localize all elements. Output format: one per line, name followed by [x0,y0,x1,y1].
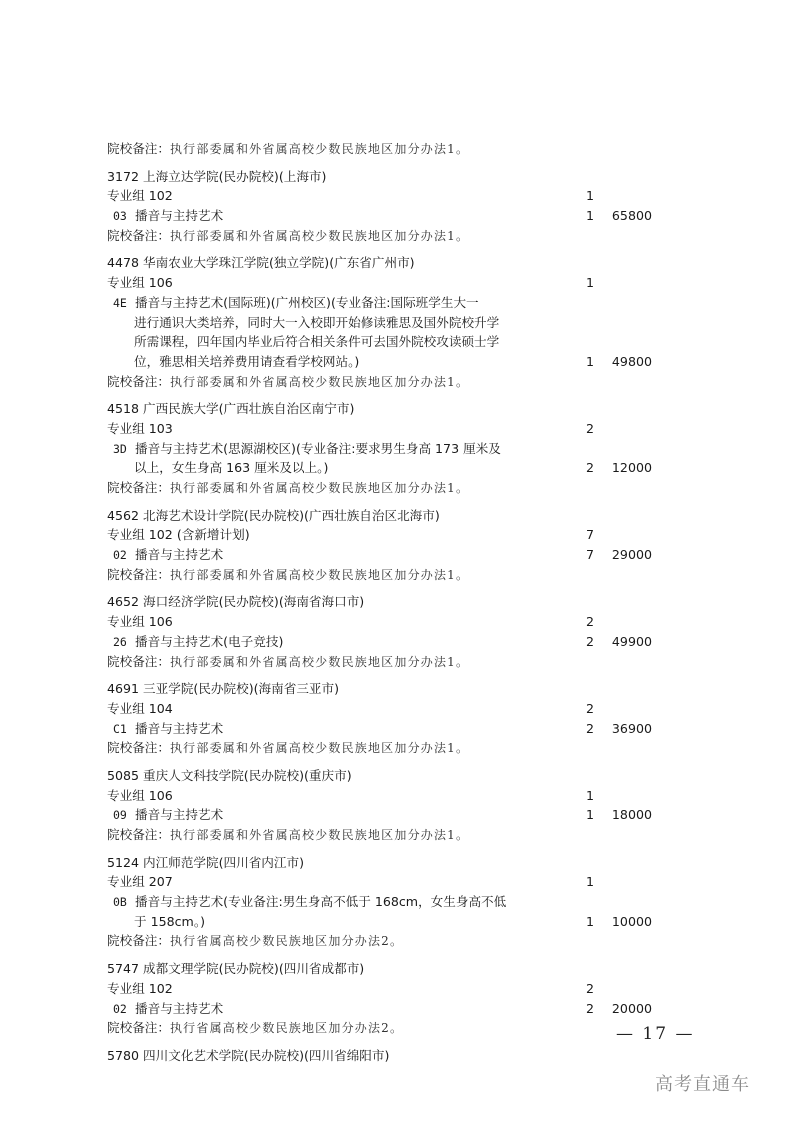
major-code: 03 [113,209,127,224]
major-row-continued [107,332,652,352]
group-plan-count: 7 [586,527,595,543]
major-name: 播音与主持艺术 [135,1000,224,1016]
major-group-label: 专业组 106 [107,614,173,630]
major-name-continued: 进行通识大类培养，同时大一入校即开始修读雅思及国外院校升学 [134,314,500,330]
school-note [107,478,652,498]
tuition-fee: 49900 [611,633,652,649]
school-header: 3172 上海立达学院(民办院校)(上海市) [107,168,327,184]
tuition-fee: 65800 [611,208,652,224]
major-name: 播音与主持艺术 [135,807,224,823]
school-header: 4691 三亚学院(民办院校)(海南省三亚市) [107,681,340,697]
school-entries [107,167,652,1046]
note-text: 执行部委属和外省属高校少数民族地区加分办法1。 [169,481,470,495]
school-header: 5124 内江师范学院(四川省内江市) [107,854,305,870]
school-note [107,738,652,758]
watermark: 高考直通车 [655,1074,750,1095]
school-entry [107,959,652,1046]
note-text: 执行部委属和外省属高校少数民族地区加分办法1。 [169,741,470,756]
school-entry [107,679,652,766]
school-note [107,226,652,246]
note-text: 执行部委属和外省属高校少数民族地区加分办法1。 [169,567,470,582]
major-code: 09 [113,808,127,823]
major-group-row [107,419,652,439]
major-name: 播音与主持艺术 [135,208,224,224]
school-note [107,652,652,672]
major-row [107,805,652,825]
major-row [107,999,652,1019]
note-label: 院校备注： [107,827,170,842]
major-code: 4E [113,295,127,310]
major-plan-count: 1 [586,208,595,224]
note-label: 院校备注： [107,933,170,949]
group-plan-count: 2 [586,700,595,716]
major-row [107,293,652,313]
major-row [107,719,652,739]
spacer [107,671,652,679]
major-group-label: 专业组 106 [107,275,173,291]
school-entry [107,853,652,959]
major-group-row [107,186,652,206]
spacer [107,845,652,853]
tuition-fee: 12000 [611,460,652,476]
page-number: — 17 — [616,1024,695,1044]
school-header: 4652 海口经济学院(民办院校)(海南省海口市) [107,594,365,610]
major-name-continued: 所需课程，四年国内毕业后符合相关条件可去国外院校攻读硕士学 [134,334,500,350]
major-plan-count: 2 [586,460,595,476]
major-plan-count: 7 [586,547,595,563]
major-group-row [107,525,652,545]
note-label: 院校备注： [107,653,170,669]
major-group-label: 专业组 207 [107,874,173,890]
school-note [107,565,652,585]
major-code: 26 [113,634,127,649]
major-row [107,892,652,912]
school-note [107,825,652,845]
major-group-row [107,786,652,806]
major-group-row [107,699,652,719]
major-code: 02 [113,1001,127,1016]
tuition-fee: 36900 [611,720,652,736]
group-plan-count: 2 [586,980,595,996]
spacer [107,1038,652,1046]
note-label: 院校备注： [107,566,170,582]
major-code: 02 [113,548,127,563]
school-header: 5085 重庆人文科技学院(民办院校)(重庆市) [107,767,352,783]
major-plan-count: 1 [586,353,595,369]
major-name: 播音与主持艺术 [135,720,224,736]
major-row-continued [107,458,652,478]
major-group-row [107,612,652,632]
note-label: 院校备注： [107,1020,170,1036]
note-label: 院校备注： [107,227,170,243]
major-row [107,632,652,652]
note-text: 执行部委属和外省属高校少数民族地区加分办法1。 [169,654,470,669]
school-note [107,139,652,159]
major-plan-count: 2 [586,633,595,649]
major-row [107,545,652,565]
major-code: 3D [113,441,127,456]
major-plan-count: 1 [586,807,595,823]
school-header: 4518 广西民族大学(广西壮族自治区南宁市) [107,401,355,417]
major-row [107,206,652,226]
school-header: 5780 四川文化艺术学院(民办院校)(四川省绵阳市) [107,1047,390,1063]
note-text: 执行部委属和外省属高校少数民族地区加分办法1。 [169,374,470,389]
major-group-label: 专业组 102 [107,980,173,996]
major-group-row [107,979,652,999]
tuition-fee: 49800 [611,353,652,369]
tuition-fee: 29000 [611,547,652,563]
note-text: 执行部委属和外省属高校少数民族地区加分办法1。 [169,228,470,243]
major-group-row [107,273,652,293]
major-code: C1 [113,721,127,736]
school-note [107,1018,652,1038]
group-plan-count: 2 [586,614,595,630]
major-plan-count: 2 [586,1000,595,1016]
school-note [107,931,652,951]
note-text: 执行部委属和外省属高校少数民族地区加分办法1。 [169,828,470,842]
school-entry [107,592,652,679]
spacer [107,758,652,766]
spacer [107,159,652,167]
major-group-label: 专业组 106 [107,787,173,803]
spacer [107,498,652,506]
major-row-continued [107,912,652,932]
school-header: 5747 成都文理学院(民办院校)(四川省成都市) [107,961,365,977]
major-group-label: 专业组 102 (含新增计划) [107,527,250,543]
note-text: 执行部委属和外省属高校少数民族地区加分办法1。 [169,142,470,156]
school-entry [107,506,652,593]
school-entry [107,167,652,254]
spacer [107,391,652,399]
major-group-label: 专业组 104 [107,700,173,716]
major-name: 播音与主持艺术(思源湖校区)(专业备注:要求男生身高 173 厘米及 [135,440,501,456]
tuition-fee: 20000 [611,1000,652,1016]
major-plan-count: 2 [586,720,595,736]
major-code: 0B [113,895,127,910]
tuition-fee: 18000 [611,807,652,823]
major-group-label: 专业组 103 [107,420,173,436]
note-label: 院校备注： [107,373,170,389]
major-name: 播音与主持艺术(电子竞技) [135,633,284,649]
major-name: 播音与主持艺术(专业备注:男生身高不低于 168cm，女生身高不低 [135,894,507,910]
major-group-row [107,872,652,892]
note-text: 执行省属高校少数民族地区加分办法2。 [169,1021,404,1036]
spacer [107,584,652,592]
group-plan-count: 2 [586,420,595,436]
note-label: 院校备注： [107,480,170,495]
major-name-continued: 于 158cm。) [134,913,206,929]
group-plan-count: 1 [586,275,595,291]
group-plan-count: 1 [586,874,595,890]
spacer [107,951,652,959]
major-name: 播音与主持艺术 [135,547,224,563]
admission-plan-list [107,139,652,1066]
major-name: 播音与主持艺术(国际班)(广州校区)(专业备注:国际班学生大一 [135,294,479,310]
major-plan-count: 1 [586,913,595,929]
group-plan-count: 1 [586,188,595,204]
tuition-fee: 10000 [611,913,652,929]
group-plan-count: 1 [586,787,595,803]
note-label: 院校备注： [107,740,170,756]
note-label: 院校备注： [107,141,170,156]
school-header: 4478 华南农业大学珠江学院(独立学院)(广东省广州市) [107,255,415,271]
major-row [107,439,652,459]
school-entry [107,399,652,505]
spacer [107,245,652,253]
school-header: 4562 北海艺术设计学院(民办院校)(广西壮族自治区北海市) [107,507,440,523]
note-text: 执行省属高校少数民族地区加分办法2。 [169,934,404,949]
school-note [107,372,652,392]
major-name-continued: 以上，女生身高 163 厘米及以上。) [134,460,329,476]
major-name-continued: 位，雅思相关培养费用请查看学校网站。) [134,353,360,369]
school-entry [107,766,652,853]
major-row-continued [107,352,652,372]
school-entry [107,253,652,399]
major-row-continued [107,313,652,333]
major-group-label: 专业组 102 [107,188,173,204]
